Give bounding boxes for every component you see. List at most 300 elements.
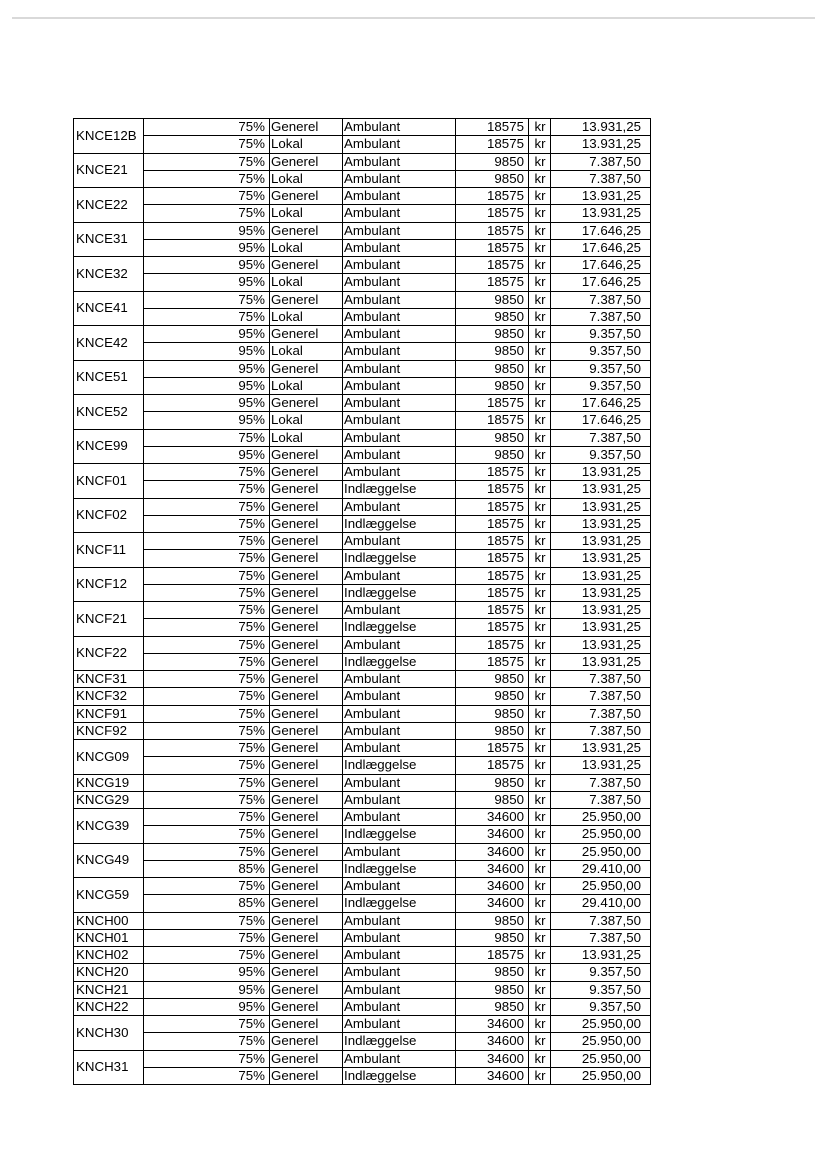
table-row bbox=[73, 860, 651, 877]
currency-cell: kr bbox=[534, 257, 546, 272]
scope-cell: Generel bbox=[271, 981, 319, 997]
amount-cell: 13.931,25 bbox=[581, 567, 641, 583]
treatment-cell: Indlæggelse bbox=[344, 481, 417, 497]
currency-cell: kr bbox=[534, 498, 546, 514]
tariff-cell: 9850 bbox=[494, 429, 524, 445]
treatment-cell: Ambulant bbox=[344, 774, 401, 790]
percent-cell: 75% bbox=[238, 653, 265, 669]
amount-cell: 13.931,25 bbox=[581, 188, 641, 203]
table-row bbox=[73, 291, 651, 308]
tariff-cell: 18575 bbox=[487, 567, 524, 583]
currency-cell: kr bbox=[534, 136, 546, 152]
table-row bbox=[73, 946, 651, 963]
currency-cell: kr bbox=[534, 705, 546, 721]
treatment-cell: Ambulant bbox=[344, 688, 401, 704]
percent-cell: 75% bbox=[238, 515, 265, 531]
tariff-cell: 9850 bbox=[494, 705, 524, 721]
currency-cell: kr bbox=[534, 912, 546, 928]
tariff-cell: 18575 bbox=[487, 619, 524, 635]
code-label: KNCF01 bbox=[76, 472, 127, 488]
treatment-cell: Ambulant bbox=[344, 136, 401, 152]
code-label: KNCH21 bbox=[76, 981, 129, 997]
column-divider bbox=[342, 118, 343, 1085]
row-divider bbox=[143, 618, 651, 619]
scope-cell: Generel bbox=[271, 1016, 319, 1031]
table-row bbox=[73, 170, 651, 187]
amount-cell: 9.357,50 bbox=[589, 377, 641, 393]
table-row bbox=[73, 705, 651, 722]
table-row bbox=[73, 256, 651, 273]
currency-cell: kr bbox=[534, 446, 546, 462]
amount-cell: 13.931,25 bbox=[581, 619, 641, 635]
table-row bbox=[73, 567, 651, 584]
tariff-cell: 18575 bbox=[487, 636, 524, 652]
row-divider bbox=[143, 1067, 651, 1068]
treatment-cell: Ambulant bbox=[344, 326, 401, 341]
treatment-cell: Indlæggelse bbox=[344, 757, 417, 773]
scope-cell: Generel bbox=[271, 705, 319, 721]
amount-cell: 13.931,25 bbox=[581, 498, 641, 514]
tariff-cell: 34600 bbox=[487, 826, 524, 842]
code-label: KNCE32 bbox=[76, 265, 128, 281]
currency-cell: kr bbox=[534, 964, 546, 980]
percent-cell: 75% bbox=[238, 688, 265, 704]
scope-cell: Generel bbox=[271, 878, 319, 893]
treatment-cell: Ambulant bbox=[344, 360, 401, 376]
percent-cell: 95% bbox=[238, 343, 265, 359]
table-row bbox=[73, 515, 651, 532]
row-divider bbox=[143, 377, 651, 378]
code-label: KNCH01 bbox=[76, 929, 129, 945]
tariff-cell: 18575 bbox=[487, 533, 524, 548]
currency-cell: kr bbox=[534, 119, 546, 134]
tariff-cell: 18575 bbox=[487, 464, 524, 479]
scope-cell: Lokal bbox=[271, 170, 303, 186]
scope-cell: Generel bbox=[271, 257, 319, 272]
table-row bbox=[73, 1015, 651, 1032]
percent-cell: 75% bbox=[238, 464, 265, 479]
table-row bbox=[73, 808, 651, 825]
code-label: KNCH20 bbox=[76, 964, 129, 980]
percent-cell: 75% bbox=[238, 791, 265, 807]
currency-cell: kr bbox=[534, 584, 546, 600]
amount-cell: 7.387,50 bbox=[589, 774, 641, 790]
table-row bbox=[73, 222, 651, 239]
table-row bbox=[73, 118, 651, 135]
scope-cell: Generel bbox=[271, 1050, 319, 1066]
row-divider bbox=[143, 756, 651, 757]
tariff-cell: 9850 bbox=[494, 308, 524, 324]
scope-cell: Generel bbox=[271, 481, 319, 497]
code-label: KNCE52 bbox=[76, 403, 128, 419]
amount-cell: 7.387,50 bbox=[589, 912, 641, 928]
scope-cell: Lokal bbox=[271, 274, 303, 290]
amount-cell: 13.931,25 bbox=[581, 464, 641, 479]
column-divider bbox=[143, 118, 144, 1085]
table-row bbox=[73, 498, 651, 515]
row-divider bbox=[143, 446, 651, 447]
currency-cell: kr bbox=[534, 1067, 546, 1083]
table-row bbox=[73, 584, 651, 601]
table-bottom-border bbox=[73, 1084, 651, 1085]
table-row bbox=[73, 618, 651, 635]
amount-cell: 17.646,25 bbox=[581, 257, 641, 272]
treatment-cell: Ambulant bbox=[344, 239, 401, 255]
currency-cell: kr bbox=[534, 222, 546, 238]
code-label: KNCF11 bbox=[76, 541, 126, 557]
code-label: KNCG49 bbox=[76, 852, 130, 868]
tariff-cell: 18575 bbox=[487, 740, 524, 755]
percent-cell: 75% bbox=[238, 826, 265, 842]
amount-cell: 17.646,25 bbox=[581, 274, 641, 290]
percent-cell: 95% bbox=[238, 412, 265, 428]
treatment-cell: Ambulant bbox=[344, 170, 401, 186]
scope-cell: Generel bbox=[271, 446, 319, 462]
currency-cell: kr bbox=[534, 929, 546, 945]
amount-cell: 25.950,00 bbox=[581, 843, 641, 859]
percent-cell: 95% bbox=[238, 239, 265, 255]
row-divider bbox=[143, 135, 651, 136]
code-label: KNCF32 bbox=[76, 688, 127, 704]
currency-cell: kr bbox=[534, 188, 546, 203]
treatment-cell: Ambulant bbox=[344, 274, 401, 290]
percent-cell: 75% bbox=[238, 153, 265, 169]
percent-cell: 75% bbox=[238, 584, 265, 600]
tariff-cell: 34600 bbox=[487, 809, 524, 824]
row-divider bbox=[143, 894, 651, 895]
treatment-cell: Ambulant bbox=[344, 567, 401, 583]
table-row bbox=[73, 894, 651, 911]
scope-cell: Generel bbox=[271, 843, 319, 859]
amount-cell: 13.931,25 bbox=[581, 757, 641, 773]
treatment-cell: Ambulant bbox=[344, 722, 401, 738]
scope-cell: Generel bbox=[271, 619, 319, 635]
tariff-cell: 9850 bbox=[494, 170, 524, 186]
scope-cell: Generel bbox=[271, 291, 319, 307]
currency-cell: kr bbox=[534, 947, 546, 962]
treatment-cell: Indlæggelse bbox=[344, 653, 417, 669]
currency-cell: kr bbox=[534, 722, 546, 738]
code-label: KNCF12 bbox=[76, 576, 127, 592]
scope-cell: Generel bbox=[271, 550, 319, 566]
percent-cell: 75% bbox=[238, 878, 265, 893]
row-divider bbox=[143, 1032, 651, 1033]
tariff-cell: 9850 bbox=[494, 326, 524, 341]
amount-cell: 17.646,25 bbox=[581, 222, 641, 238]
amount-cell: 13.931,25 bbox=[581, 119, 641, 134]
percent-cell: 75% bbox=[238, 619, 265, 635]
currency-cell: kr bbox=[534, 653, 546, 669]
currency-cell: kr bbox=[534, 843, 546, 859]
amount-cell: 9.357,50 bbox=[589, 326, 641, 341]
tariff-cell: 18575 bbox=[487, 947, 524, 962]
tariff-cell: 9850 bbox=[494, 688, 524, 704]
table-row bbox=[73, 394, 651, 411]
percent-cell: 75% bbox=[238, 774, 265, 790]
scope-cell: Generel bbox=[271, 895, 319, 911]
tariff-cell: 18575 bbox=[487, 205, 524, 221]
amount-cell: 13.931,25 bbox=[581, 515, 641, 531]
currency-cell: kr bbox=[534, 791, 546, 807]
scope-cell: Lokal bbox=[271, 412, 303, 428]
table-row bbox=[73, 774, 651, 791]
currency-cell: kr bbox=[534, 360, 546, 376]
amount-cell: 7.387,50 bbox=[589, 153, 641, 169]
tariff-cell: 18575 bbox=[487, 584, 524, 600]
amount-cell: 25.950,00 bbox=[581, 1033, 641, 1049]
code-label: KNCE41 bbox=[76, 300, 128, 316]
tariff-cell: 18575 bbox=[487, 412, 524, 428]
currency-cell: kr bbox=[534, 981, 546, 997]
currency-cell: kr bbox=[534, 481, 546, 497]
code-label: KNCG19 bbox=[76, 774, 130, 790]
table-row bbox=[73, 1032, 651, 1049]
amount-cell: 13.931,25 bbox=[581, 481, 641, 497]
table-row bbox=[73, 153, 651, 170]
amount-cell: 9.357,50 bbox=[589, 446, 641, 462]
percent-cell: 75% bbox=[238, 533, 265, 548]
table-row bbox=[73, 912, 651, 929]
percent-cell: 75% bbox=[238, 671, 265, 686]
tariff-cell: 34600 bbox=[487, 895, 524, 911]
tariff-cell: 18575 bbox=[487, 498, 524, 514]
currency-cell: kr bbox=[534, 1016, 546, 1031]
table-row bbox=[73, 429, 651, 446]
tariff-cell: 9850 bbox=[494, 774, 524, 790]
currency-cell: kr bbox=[534, 239, 546, 255]
table-row bbox=[73, 739, 651, 756]
treatment-cell: Ambulant bbox=[344, 412, 401, 428]
table-row bbox=[73, 325, 651, 342]
tariff-cell: 34600 bbox=[487, 1033, 524, 1049]
amount-cell: 9.357,50 bbox=[589, 998, 641, 1014]
table-row bbox=[73, 360, 651, 377]
amount-cell: 13.931,25 bbox=[581, 636, 641, 652]
scope-cell: Lokal bbox=[271, 308, 303, 324]
scope-cell: Generel bbox=[271, 722, 319, 738]
table-row bbox=[73, 480, 651, 497]
code-label: KNCH22 bbox=[76, 998, 129, 1014]
percent-cell: 75% bbox=[238, 170, 265, 186]
treatment-cell: Ambulant bbox=[344, 929, 401, 945]
code-label: KNCH31 bbox=[76, 1059, 129, 1075]
currency-cell: kr bbox=[534, 878, 546, 893]
currency-cell: kr bbox=[534, 326, 546, 341]
currency-cell: kr bbox=[534, 740, 546, 755]
table-row bbox=[73, 411, 651, 428]
table-row bbox=[73, 463, 651, 480]
tariff-cell: 9850 bbox=[494, 671, 524, 686]
code-label: KNCE51 bbox=[76, 369, 128, 385]
code-label: KNCE21 bbox=[76, 162, 128, 178]
tariff-cell: 9850 bbox=[494, 981, 524, 997]
scope-cell: Generel bbox=[271, 757, 319, 773]
percent-cell: 75% bbox=[238, 1016, 265, 1031]
scope-cell: Generel bbox=[271, 912, 319, 928]
tariff-cell: 34600 bbox=[487, 1050, 524, 1066]
scope-cell: Generel bbox=[271, 688, 319, 704]
treatment-cell: Ambulant bbox=[344, 205, 401, 221]
percent-cell: 75% bbox=[238, 291, 265, 307]
code-label: KNCE99 bbox=[76, 438, 128, 454]
tariff-cell: 18575 bbox=[487, 757, 524, 773]
currency-cell: kr bbox=[534, 377, 546, 393]
treatment-cell: Ambulant bbox=[344, 998, 401, 1014]
percent-cell: 75% bbox=[238, 636, 265, 652]
currency-cell: kr bbox=[534, 464, 546, 479]
code-label: KNCF21 bbox=[76, 610, 127, 626]
table-row bbox=[73, 670, 651, 687]
amount-cell: 17.646,25 bbox=[581, 412, 641, 428]
percent-cell: 75% bbox=[238, 481, 265, 497]
percent-cell: 75% bbox=[238, 740, 265, 755]
tariff-cell: 18575 bbox=[487, 550, 524, 566]
percent-cell: 75% bbox=[238, 843, 265, 859]
currency-cell: kr bbox=[534, 291, 546, 307]
treatment-cell: Ambulant bbox=[344, 308, 401, 324]
tariff-cell: 18575 bbox=[487, 222, 524, 238]
tariff-cell: 34600 bbox=[487, 878, 524, 893]
currency-cell: kr bbox=[534, 826, 546, 842]
table-row bbox=[73, 135, 651, 152]
treatment-cell: Indlæggelse bbox=[344, 515, 417, 531]
amount-cell: 7.387,50 bbox=[589, 671, 641, 686]
code-label: KNCG29 bbox=[76, 791, 130, 807]
code-label: KNCF02 bbox=[76, 507, 127, 523]
tariff-cell: 18575 bbox=[487, 481, 524, 497]
table-row bbox=[73, 843, 651, 860]
code-label: KNCG59 bbox=[76, 886, 130, 902]
column-divider bbox=[269, 118, 270, 1085]
treatment-cell: Indlæggelse bbox=[344, 619, 417, 635]
amount-cell: 13.931,25 bbox=[581, 584, 641, 600]
row-divider bbox=[143, 308, 651, 309]
percent-cell: 75% bbox=[238, 757, 265, 773]
amount-cell: 17.646,25 bbox=[581, 395, 641, 410]
row-divider bbox=[143, 549, 651, 550]
scope-cell: Generel bbox=[271, 533, 319, 548]
percent-cell: 75% bbox=[238, 809, 265, 824]
treatment-cell: Ambulant bbox=[344, 222, 401, 238]
amount-cell: 25.950,00 bbox=[581, 826, 641, 842]
row-divider bbox=[143, 170, 651, 171]
amount-cell: 7.387,50 bbox=[589, 429, 641, 445]
scope-cell: Generel bbox=[271, 360, 319, 376]
row-divider bbox=[143, 584, 651, 585]
treatment-cell: Indlæggelse bbox=[344, 860, 417, 876]
tariff-cell: 9850 bbox=[494, 153, 524, 169]
row-divider bbox=[143, 860, 651, 861]
scope-cell: Lokal bbox=[271, 136, 303, 152]
amount-cell: 13.931,25 bbox=[581, 740, 641, 755]
currency-cell: kr bbox=[534, 602, 546, 617]
table-row bbox=[73, 549, 651, 566]
amount-cell: 7.387,50 bbox=[589, 705, 641, 721]
tariff-cell: 9850 bbox=[494, 929, 524, 945]
percent-cell: 75% bbox=[238, 1033, 265, 1049]
table-row bbox=[73, 722, 651, 739]
percent-cell: 95% bbox=[238, 998, 265, 1014]
row-divider bbox=[143, 204, 651, 205]
treatment-cell: Ambulant bbox=[344, 791, 401, 807]
currency-cell: kr bbox=[534, 636, 546, 652]
tariff-cell: 9850 bbox=[494, 998, 524, 1014]
currency-cell: kr bbox=[534, 153, 546, 169]
scope-cell: Generel bbox=[271, 791, 319, 807]
currency-cell: kr bbox=[534, 619, 546, 635]
percent-cell: 75% bbox=[238, 912, 265, 928]
amount-cell: 7.387,50 bbox=[589, 722, 641, 738]
currency-cell: kr bbox=[534, 809, 546, 824]
percent-cell: 95% bbox=[238, 360, 265, 376]
tariff-cell: 18575 bbox=[487, 653, 524, 669]
code-label: KNCH00 bbox=[76, 912, 129, 928]
percent-cell: 95% bbox=[238, 274, 265, 290]
percent-cell: 75% bbox=[238, 205, 265, 221]
treatment-cell: Ambulant bbox=[344, 291, 401, 307]
tariff-cell: 18575 bbox=[487, 515, 524, 531]
treatment-cell: Ambulant bbox=[344, 671, 401, 686]
amount-cell: 9.357,50 bbox=[589, 981, 641, 997]
treatment-cell: Ambulant bbox=[344, 1016, 401, 1031]
scope-cell: Generel bbox=[271, 515, 319, 531]
tariff-cell: 18575 bbox=[487, 239, 524, 255]
amount-cell: 9.357,50 bbox=[589, 343, 641, 359]
tariff-cell: 9850 bbox=[494, 377, 524, 393]
percent-cell: 95% bbox=[238, 326, 265, 341]
table-row bbox=[73, 532, 651, 549]
percent-cell: 75% bbox=[238, 947, 265, 962]
treatment-cell: Ambulant bbox=[344, 153, 401, 169]
percent-cell: 75% bbox=[238, 188, 265, 203]
scope-cell: Lokal bbox=[271, 429, 303, 445]
treatment-cell: Ambulant bbox=[344, 878, 401, 893]
tariff-cell: 18575 bbox=[487, 274, 524, 290]
table-row bbox=[73, 1050, 651, 1067]
amount-cell: 7.387,50 bbox=[589, 791, 641, 807]
treatment-cell: Indlæggelse bbox=[344, 1067, 417, 1083]
scope-cell: Generel bbox=[271, 636, 319, 652]
tariff-cell: 9850 bbox=[494, 722, 524, 738]
currency-cell: kr bbox=[534, 412, 546, 428]
table-row bbox=[73, 877, 651, 894]
treatment-cell: Indlæggelse bbox=[344, 1033, 417, 1049]
treatment-cell: Indlæggelse bbox=[344, 895, 417, 911]
scope-cell: Generel bbox=[271, 464, 319, 479]
amount-cell: 13.931,25 bbox=[581, 136, 641, 152]
currency-cell: kr bbox=[534, 395, 546, 410]
percent-cell: 95% bbox=[238, 377, 265, 393]
percent-cell: 75% bbox=[238, 1050, 265, 1066]
table-row bbox=[73, 308, 651, 325]
percent-cell: 95% bbox=[238, 222, 265, 238]
treatment-cell: Ambulant bbox=[344, 705, 401, 721]
scope-cell: Generel bbox=[271, 584, 319, 600]
amount-cell: 9.357,50 bbox=[589, 360, 641, 376]
scope-cell: Lokal bbox=[271, 239, 303, 255]
row-divider bbox=[143, 825, 651, 826]
treatment-cell: Indlæggelse bbox=[344, 550, 417, 566]
scope-cell: Generel bbox=[271, 153, 319, 169]
code-label: KNCF22 bbox=[76, 645, 127, 661]
scope-cell: Generel bbox=[271, 1067, 319, 1083]
tariff-cell: 9850 bbox=[494, 343, 524, 359]
currency-cell: kr bbox=[534, 774, 546, 790]
scope-cell: Generel bbox=[271, 326, 319, 341]
scope-cell: Generel bbox=[271, 998, 319, 1014]
treatment-cell: Ambulant bbox=[344, 498, 401, 514]
table-row bbox=[73, 377, 651, 394]
